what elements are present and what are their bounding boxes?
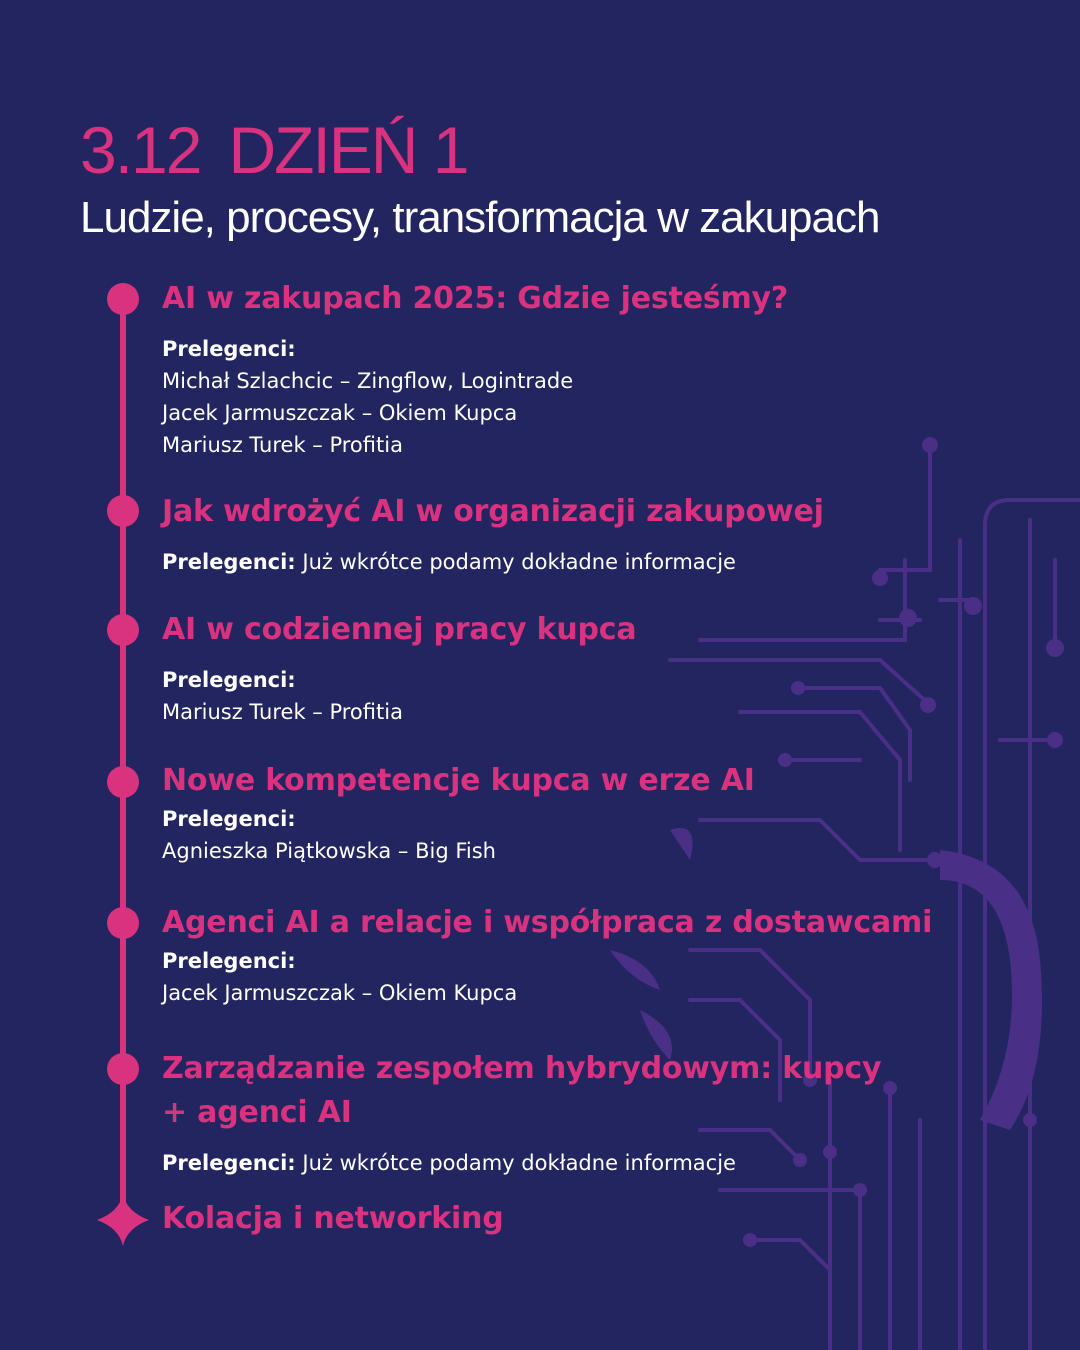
speakers-label: Prelegenci: (162, 807, 296, 831)
session-title: Agenci AI a relacje i współpraca z dostawcami (162, 905, 933, 940)
session-item (162, 608, 1062, 728)
session-item (162, 490, 1062, 578)
speakers-note: Już wkrótce podamy dokładne informacje (302, 1151, 736, 1175)
session-title: Kolacja i networking (162, 1201, 504, 1236)
session-item (162, 1047, 1062, 1179)
speaker: Agnieszka Piątkowska – Big Fish (162, 839, 496, 863)
timeline-dot (107, 614, 139, 646)
speaker: Mariusz Turek – Profitia (162, 433, 403, 457)
page-subtitle: Ludzie, procesy, transformacja w zakupach (80, 193, 880, 242)
session-title: Nowe kompetencje kupca w erze AI (162, 763, 755, 798)
session-item (162, 759, 1062, 867)
session-item (162, 901, 1062, 1009)
session-title-continued: + agenci AI (162, 1095, 352, 1130)
timeline-dot (107, 766, 139, 798)
event-date: 3.12 (80, 113, 201, 187)
timeline-end-marker (97, 1194, 149, 1246)
speaker: Jacek Jarmuszczak – Okiem Kupca (162, 401, 518, 425)
speaker: Jacek Jarmuszczak – Okiem Kupca (162, 981, 518, 1005)
session-item (162, 277, 1062, 461)
speakers-label: Prelegenci: (162, 668, 296, 692)
speakers-line (162, 546, 1062, 578)
session-item (162, 1197, 1062, 1241)
speakers-line (162, 1147, 1062, 1179)
speakers-label: Prelegenci: (162, 337, 296, 361)
speaker: Michał Szlachcic – Zingflow, Logintrade (162, 369, 574, 393)
speaker: Mariusz Turek – Profitia (162, 700, 403, 724)
speakers-note: Już wkrótce podamy dokładne informacje (302, 550, 736, 574)
session-title: AI w codziennej pracy kupca (162, 612, 637, 647)
timeline-dot (107, 1053, 139, 1085)
session-title: AI w zakupach 2025: Gdzie jesteśmy? (162, 281, 789, 316)
event-day: DZIEŃ 1 (228, 113, 468, 187)
timeline-dot (107, 495, 139, 527)
timeline-dot (107, 907, 139, 939)
page-title (80, 112, 879, 188)
session-title: Jak wdrożyć AI w organizacji zakupowej (162, 494, 824, 529)
timeline-dot (107, 283, 139, 315)
session-title: Zarządzanie zespołem hybrydowym: kupcy (162, 1051, 882, 1086)
speakers-label: Prelegenci: (162, 550, 296, 574)
speakers-label: Prelegenci: (162, 1151, 296, 1175)
header (80, 112, 879, 244)
speakers-label: Prelegenci: (162, 949, 296, 973)
